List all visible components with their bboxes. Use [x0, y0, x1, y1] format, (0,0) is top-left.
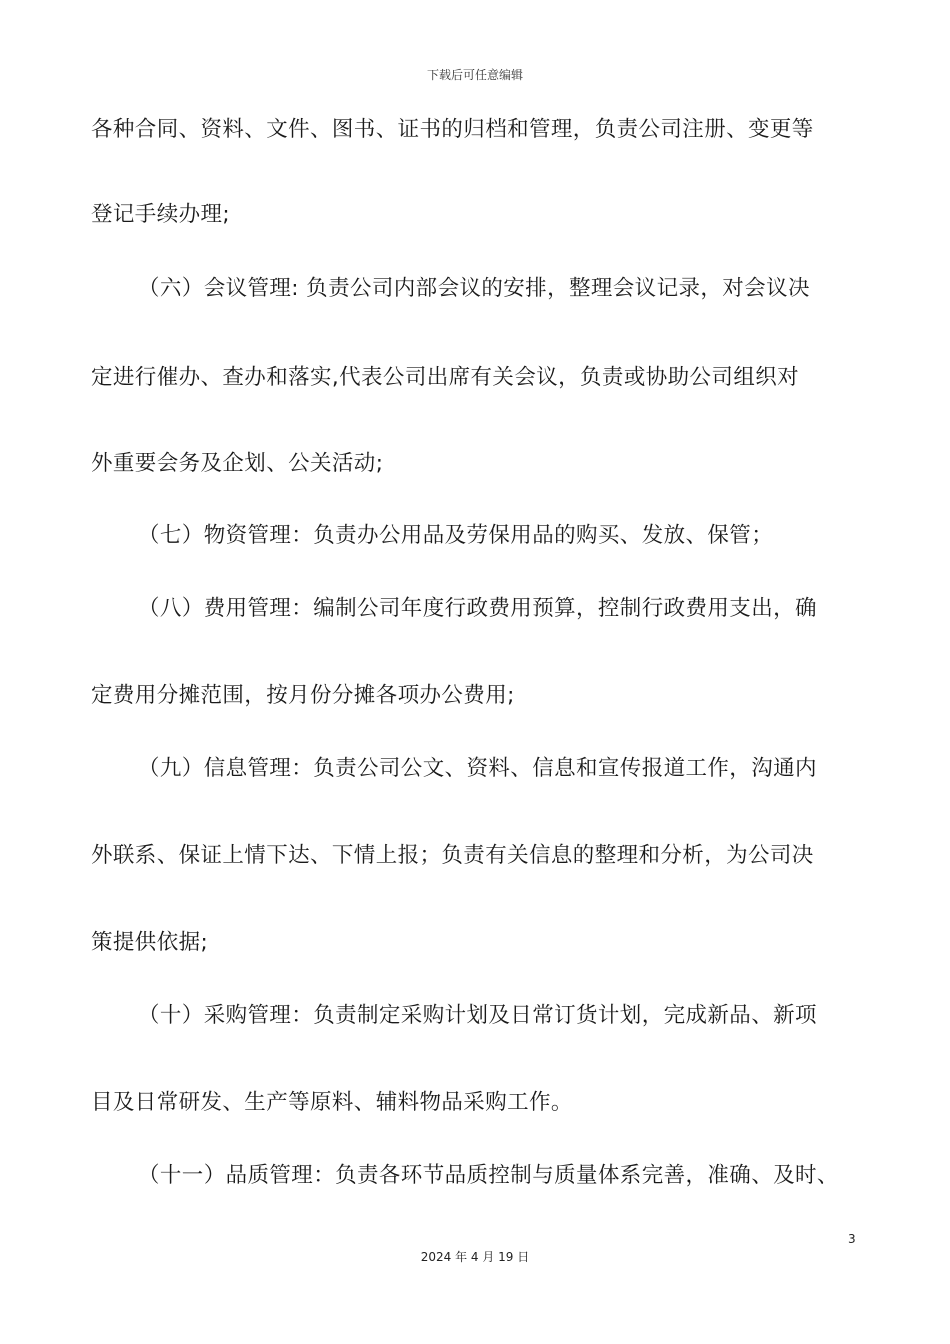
body-line: 外重要会务及企划、公关活动;	[91, 451, 384, 476]
body-line: 策提供依据;	[91, 930, 209, 955]
paragraph-start-line: （八）费用管理：编制公司年度行政费用预算，控制行政费用支出，确	[138, 596, 817, 621]
paragraph-start-line: （十）采购管理：负责制定采购计划及日常订货计划，完成新品、新项	[138, 1003, 817, 1028]
body-line: 目及日常研发、生产等原料、辅料物品采购工作。	[91, 1090, 573, 1115]
body-line: 定费用分摊范围，按月份分摊各项办公费用;	[91, 683, 515, 708]
page-header: 下载后可任意编辑	[426, 68, 523, 82]
paragraph-start-line: （七）物资管理：负责办公用品及劳保用品的购买、发放、保管；	[138, 523, 774, 548]
page-footer-date: 2024 年 4 月 19 日	[420, 1250, 530, 1264]
paragraph-start-line: （六）会议管理: 负责公司内部会议的安排，整理会议记录，对会议决	[138, 276, 810, 301]
body-line: 外联系、保证上情下达、下情上报；负责有关信息的整理和分析，为公司决	[91, 843, 814, 868]
body-line: 各种合同、资料、文件、图书、证书的归档和管理，负责公司注册、变更等	[91, 117, 814, 142]
paragraph-start-line: （十一）品质管理：负责各环节品质控制与质量体系完善，准确、及时、	[138, 1163, 839, 1188]
body-line: 定进行催办、查办和落实,代表公司出席有关会议，负责或协助公司组织对	[91, 365, 800, 390]
body-line: 登记手续办理;	[91, 202, 231, 227]
paragraph-start-line: （九）信息管理：负责公司公文、资料、信息和宣传报道工作，沟通内	[138, 756, 817, 781]
page-number: 3	[848, 1232, 856, 1246]
